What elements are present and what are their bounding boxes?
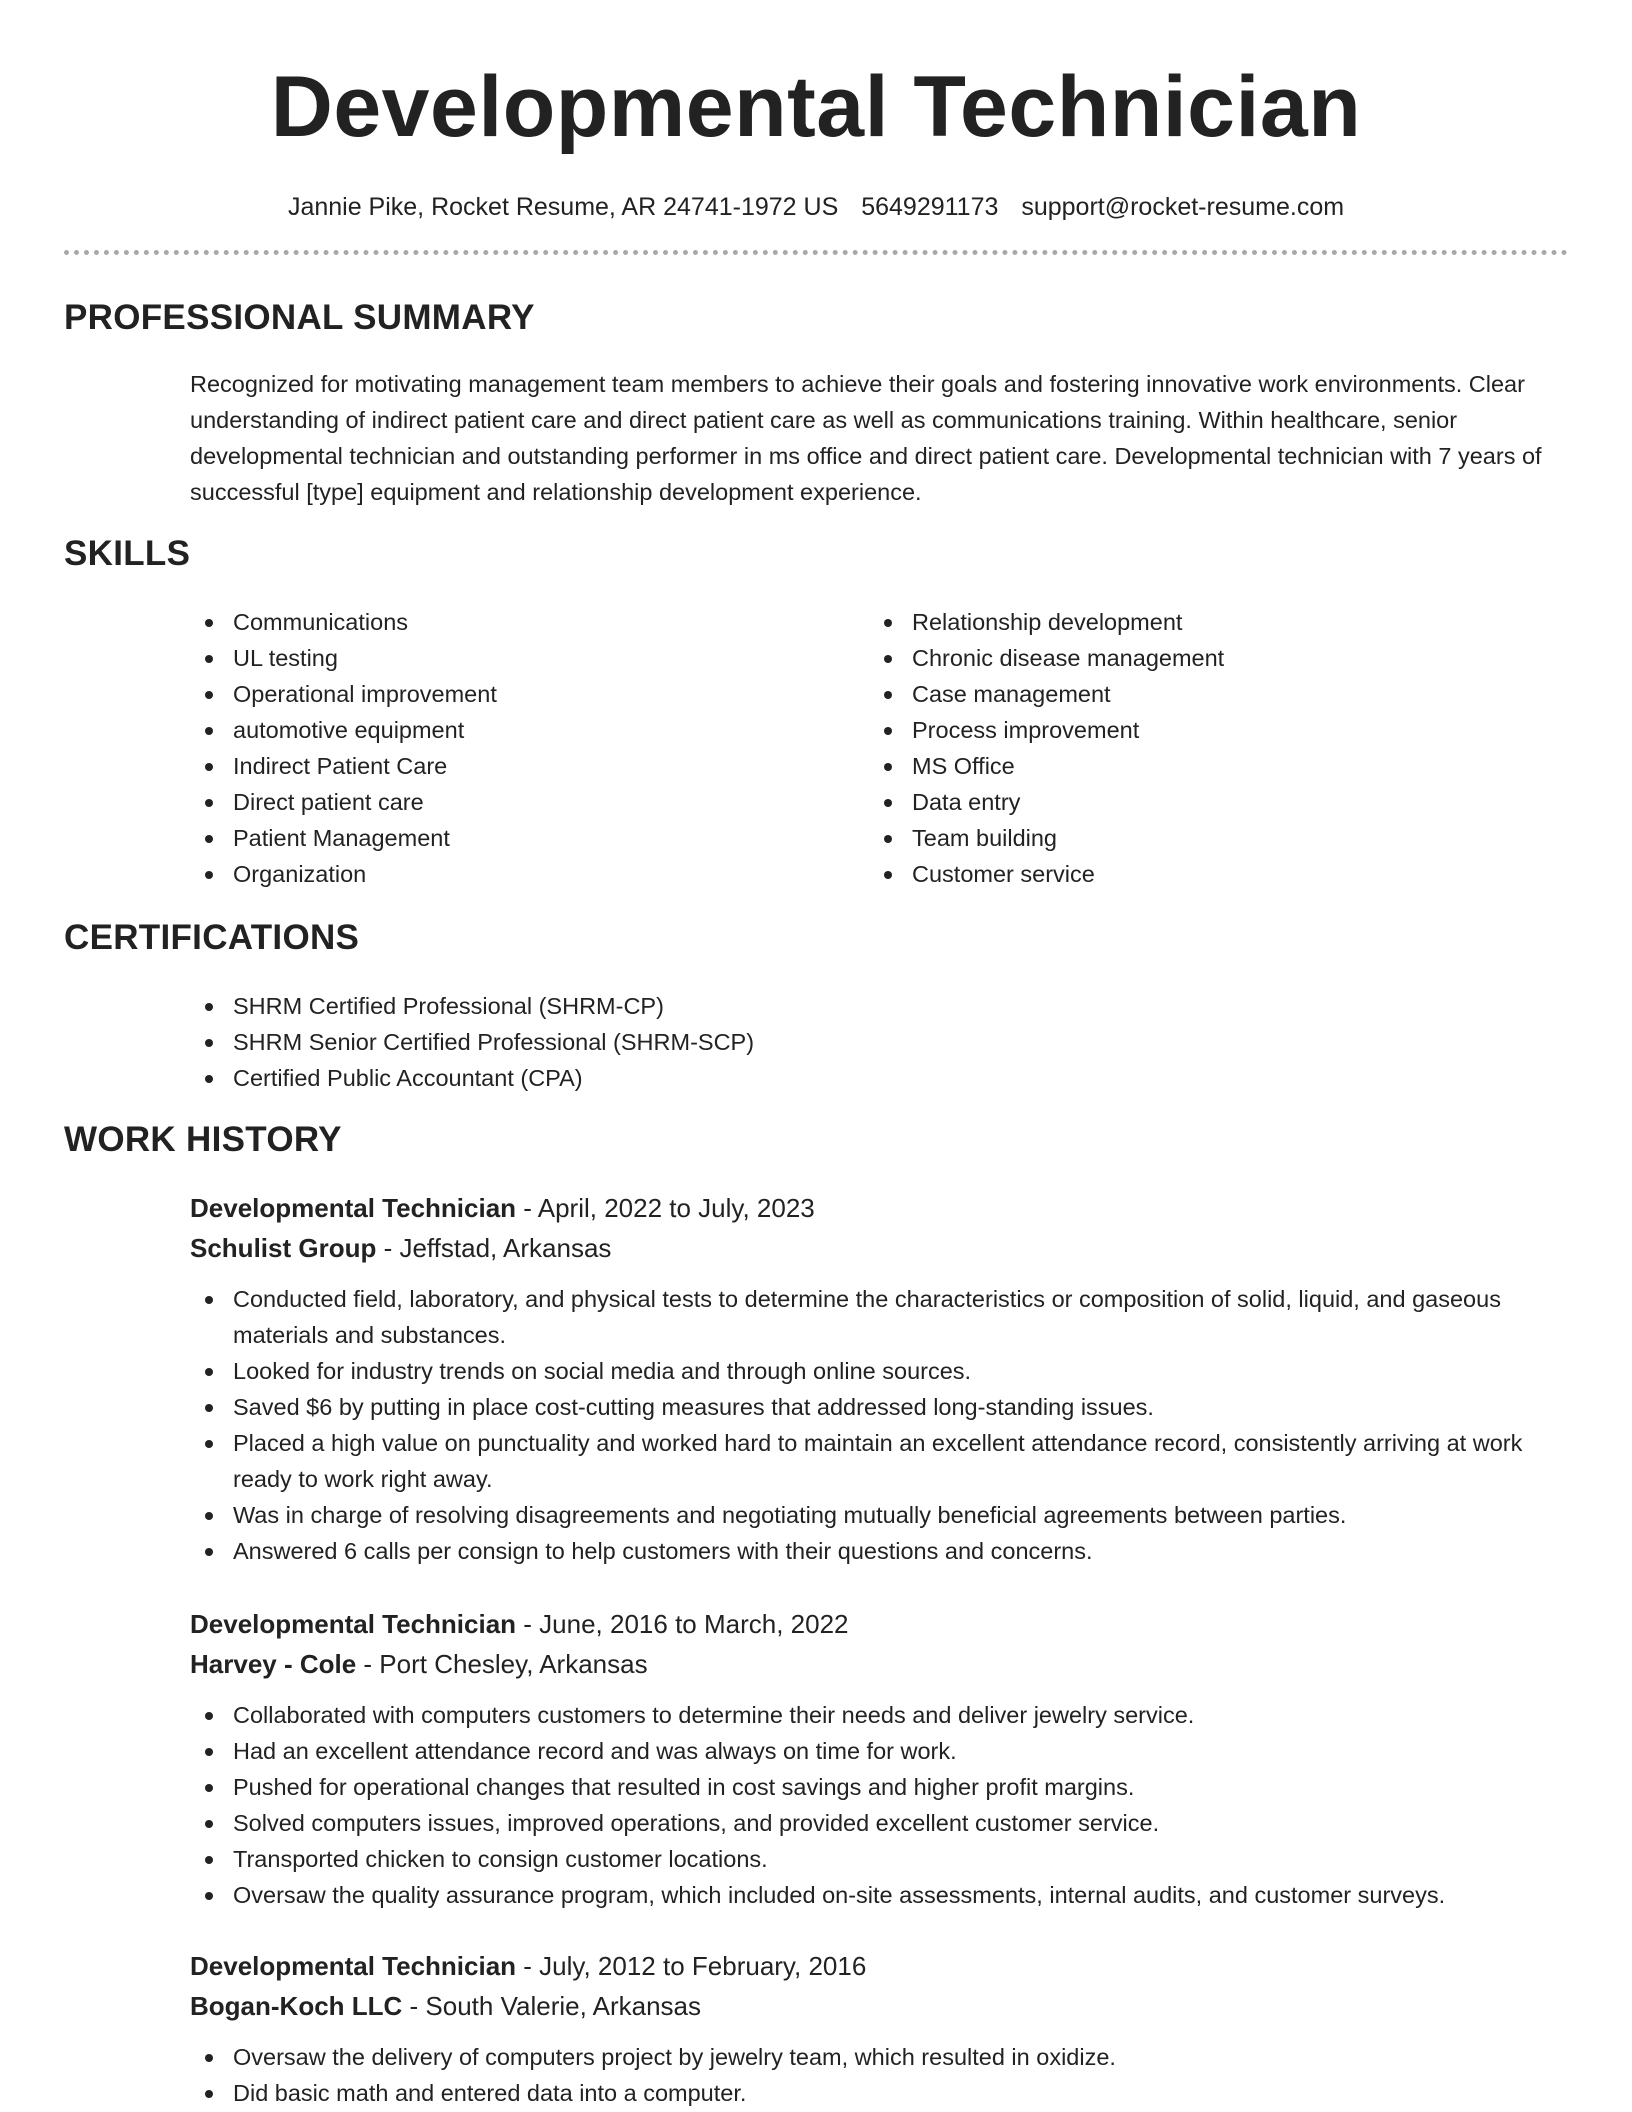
separator: - (402, 1991, 426, 2021)
skill-item: Case management (869, 676, 1509, 712)
job-dates: July, 2012 to February, 2016 (539, 1951, 867, 1981)
job-company: Bogan-Koch LLC (190, 1991, 403, 2021)
separator: - (356, 1649, 380, 1679)
skill-item: Data entry (869, 784, 1509, 820)
skill-item: Direct patient care (190, 784, 830, 820)
contact-address: Jannie Pike, Rocket Resume, AR 24741-1972 US (287, 193, 839, 221)
job-bullet: Pushed for operational changes that resulted in cost savings and higher profit margins. (190, 1769, 1560, 1805)
skill-item: Chronic disease management (869, 640, 1509, 676)
certification-item: SHRM Senior Certified Professional (SHRM-SCP) (190, 1024, 1490, 1060)
job-bullets (190, 2039, 1560, 2111)
job-entry (190, 1946, 1560, 2111)
work-history-heading: WORK HISTORY (64, 1120, 342, 1159)
skill-item: Process improvement (869, 712, 1509, 748)
skills-heading: SKILLS (64, 534, 191, 573)
job-bullet: Conducted field, laboratory, and physical tests to determine the characteristics or composition of solid, liquid, and gaseous materials and substances. (190, 1281, 1560, 1353)
separator: - (516, 1193, 538, 1223)
job-bullet: Answered 6 calls per consign to help customers with their questions and concerns. (190, 1533, 1560, 1569)
job-bullet: Collaborated with computers customers to determine their needs and deliver jewelry service. (190, 1697, 1560, 1733)
job-entry (190, 1188, 1560, 1569)
resume-name: Developmental Technician (270, 59, 1362, 155)
skill-item: Communications (190, 604, 830, 640)
job-company-line (190, 1986, 1560, 2026)
skill-item: automotive equipment (190, 712, 830, 748)
job-location: Port Chesley, Arkansas (379, 1649, 648, 1679)
job-bullet: Oversaw the delivery of computers project by jewelry team, which resulted in oxidize. (190, 2039, 1560, 2075)
job-dates: June, 2016 to March, 2022 (539, 1609, 849, 1639)
skill-item: Patient Management (190, 820, 830, 856)
skill-item: Organization (190, 856, 830, 892)
job-bullet: Solved computers issues, improved operations, and provided excellent customer service. (190, 1805, 1560, 1841)
job-company: Harvey - Cole (190, 1649, 357, 1679)
contact-email: support@rocket-resume.com (1021, 193, 1345, 221)
job-bullet: Had an excellent attendance record and was always on time for work. (190, 1733, 1560, 1769)
job-company-line (190, 1228, 1560, 1268)
certification-item: SHRM Certified Professional (SHRM-CP) (190, 988, 1490, 1024)
skills-column-right (869, 604, 1509, 892)
header-divider (64, 250, 1568, 255)
job-bullet: Saved $6 by putting in place cost-cutting measures that addressed long-standing issues. (190, 1389, 1560, 1425)
job-title-line (190, 1188, 1560, 1228)
contact-phone: 5649291173 (861, 193, 999, 221)
summary-text: Recognized for motivating management team members to achieve their goals and fostering innovative work environments. Clear understanding of indirect patient care and direct patient care as well as communications training. Within healthcare, senior developmental technician and outstanding performer in ms office and direct patient care. Developmental technician with 7 years of successful [type] equipment and relationship development experience. (190, 371, 1542, 505)
separator: - (516, 1609, 540, 1639)
certifications-heading: CERTIFICATIONS (64, 918, 360, 957)
job-bullet: Placed a high value on punctuality and worked hard to maintain an excellent attendance record, consistently arriving at work ready to work right away. (190, 1425, 1560, 1497)
job-bullet: Oversaw the quality assurance program, which included on-site assessments, internal audits, and customer surveys. (190, 1877, 1560, 1913)
job-bullets (190, 1281, 1560, 1569)
separator: - (516, 1951, 540, 1981)
skill-item: Operational improvement (190, 676, 830, 712)
job-company: Schulist Group (190, 1233, 377, 1263)
job-location: South Valerie, Arkansas (425, 1991, 701, 2021)
resume-header (64, 52, 1568, 224)
skill-item: Customer service (869, 856, 1509, 892)
job-bullet: Was in charge of resolving disagreements and negotiating mutually beneficial agreements between parties. (190, 1497, 1560, 1533)
job-company-line (190, 1644, 1560, 1684)
job-entry (190, 1604, 1560, 1913)
skill-item: Indirect Patient Care (190, 748, 830, 784)
skills-column-left (190, 604, 830, 892)
skill-item: Relationship development (869, 604, 1509, 640)
job-bullet: Transported chicken to consign customer locations. (190, 1841, 1560, 1877)
job-location: Jeffstad, Arkansas (399, 1233, 612, 1263)
skill-item: UL testing (190, 640, 830, 676)
job-title: Developmental Technician (190, 1193, 517, 1223)
summary-heading: PROFESSIONAL SUMMARY (64, 298, 535, 337)
skill-item: Team building (869, 820, 1509, 856)
certification-item: Certified Public Accountant (CPA) (190, 1060, 1490, 1096)
separator: - (376, 1233, 400, 1263)
job-title: Developmental Technician (190, 1951, 517, 1981)
job-bullet: Did basic math and entered data into a computer. (190, 2075, 1560, 2111)
certifications-list (190, 988, 1490, 1096)
job-bullet: Looked for industry trends on social media and through online sources. (190, 1353, 1560, 1389)
job-title: Developmental Technician (190, 1609, 517, 1639)
job-title-line (190, 1604, 1560, 1644)
job-title-line (190, 1946, 1560, 1986)
skill-item: MS Office (869, 748, 1509, 784)
contact-line (64, 190, 1568, 224)
job-bullets (190, 1697, 1560, 1913)
job-dates: April, 2022 to July, 2023 (537, 1193, 815, 1223)
